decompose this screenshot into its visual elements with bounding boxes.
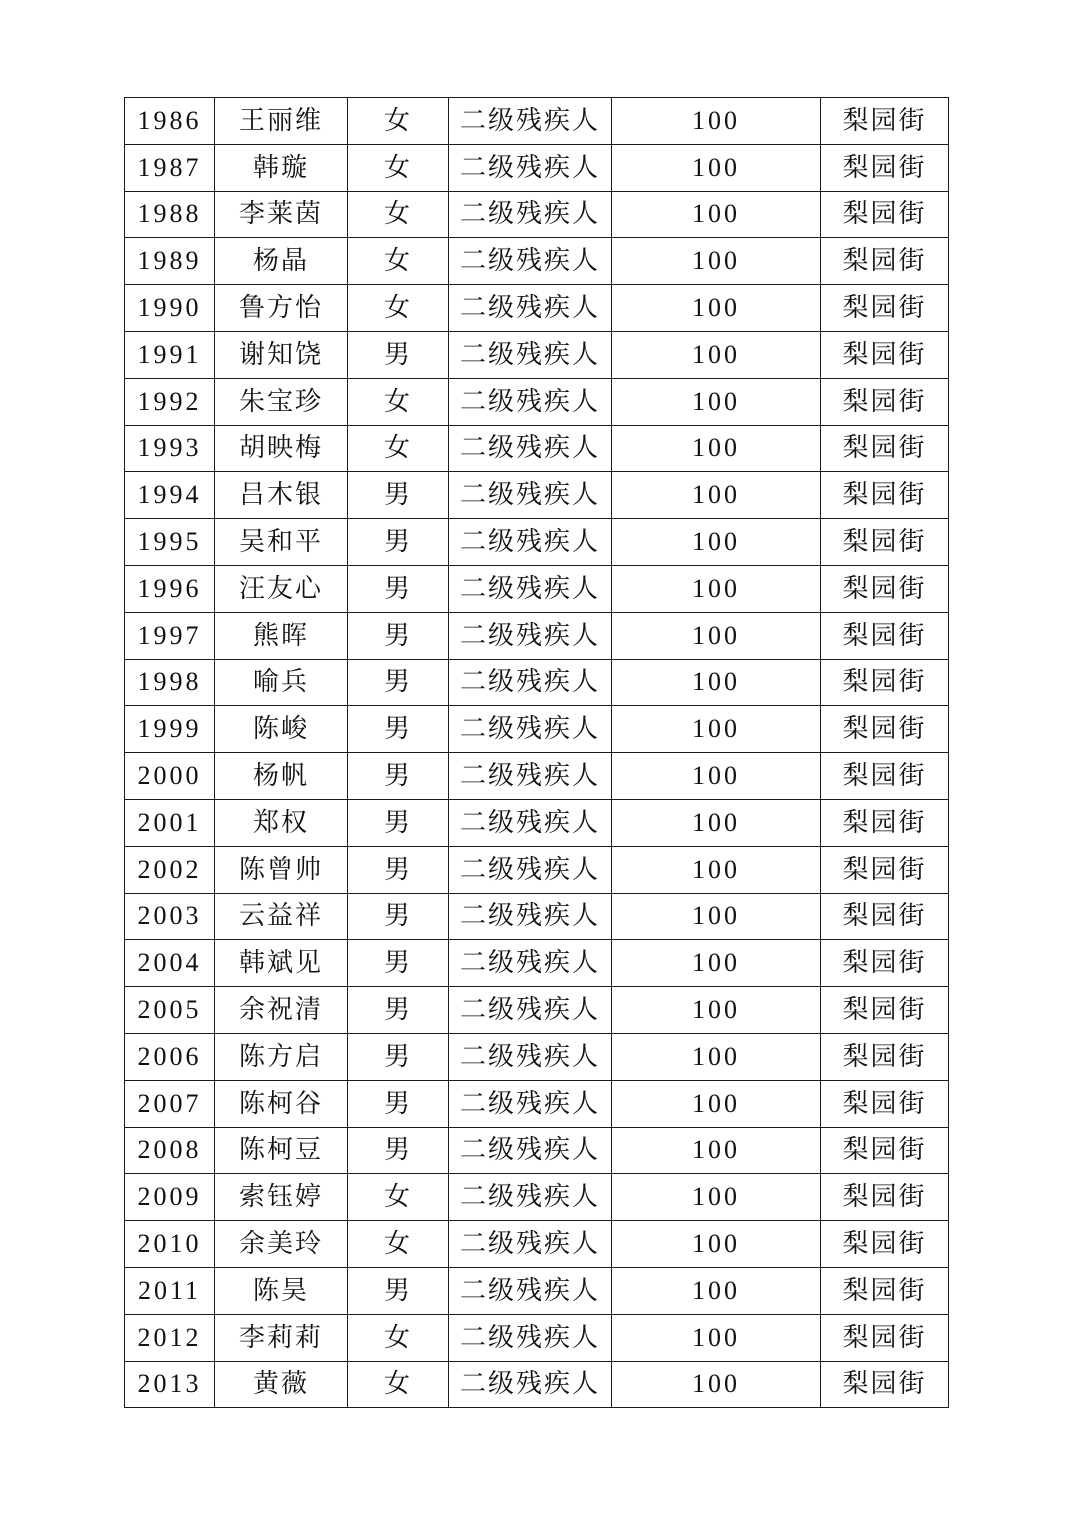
cell-serial-number: 1998 bbox=[125, 659, 215, 706]
cell-amount: 100 bbox=[612, 799, 821, 846]
cell-amount: 100 bbox=[612, 1314, 821, 1361]
table-row bbox=[125, 1174, 949, 1221]
cell-amount: 100 bbox=[612, 1221, 821, 1268]
cell-street: 梨园街 bbox=[821, 1361, 949, 1408]
cell-name: 索钰婷 bbox=[215, 1174, 348, 1221]
cell-gender: 女 bbox=[348, 1174, 449, 1221]
cell-name: 陈昊 bbox=[215, 1267, 348, 1314]
cell-gender: 男 bbox=[348, 846, 449, 893]
cell-gender: 女 bbox=[348, 144, 449, 191]
cell-street: 梨园街 bbox=[821, 425, 949, 472]
cell-disability-level: 二级残疾人 bbox=[449, 1080, 612, 1127]
cell-amount: 100 bbox=[612, 940, 821, 987]
cell-name: 陈曾帅 bbox=[215, 846, 348, 893]
cell-disability-level: 二级残疾人 bbox=[449, 987, 612, 1034]
cell-disability-level: 二级残疾人 bbox=[449, 472, 612, 519]
cell-amount: 100 bbox=[612, 1127, 821, 1174]
cell-disability-level: 二级残疾人 bbox=[449, 1361, 612, 1408]
table-row bbox=[125, 659, 949, 706]
cell-name: 陈柯豆 bbox=[215, 1127, 348, 1174]
cell-street: 梨园街 bbox=[821, 472, 949, 519]
cell-disability-level: 二级残疾人 bbox=[449, 799, 612, 846]
cell-gender: 男 bbox=[348, 519, 449, 566]
cell-name: 喻兵 bbox=[215, 659, 348, 706]
cell-name: 李莱茵 bbox=[215, 191, 348, 238]
table-row bbox=[125, 940, 949, 987]
cell-gender: 男 bbox=[348, 706, 449, 753]
cell-serial-number: 1986 bbox=[125, 98, 215, 145]
cell-disability-level: 二级残疾人 bbox=[449, 1267, 612, 1314]
table-row bbox=[125, 987, 949, 1034]
table-row bbox=[125, 1033, 949, 1080]
cell-street: 梨园街 bbox=[821, 893, 949, 940]
cell-disability-level: 二级残疾人 bbox=[449, 706, 612, 753]
cell-gender: 女 bbox=[348, 191, 449, 238]
cell-name: 杨晶 bbox=[215, 238, 348, 285]
cell-amount: 100 bbox=[612, 1361, 821, 1408]
cell-name: 王丽维 bbox=[215, 98, 348, 145]
cell-serial-number: 2011 bbox=[125, 1267, 215, 1314]
cell-street: 梨园街 bbox=[821, 144, 949, 191]
table-row bbox=[125, 753, 949, 800]
cell-amount: 100 bbox=[612, 238, 821, 285]
cell-street: 梨园街 bbox=[821, 1267, 949, 1314]
cell-amount: 100 bbox=[612, 144, 821, 191]
cell-serial-number: 1991 bbox=[125, 331, 215, 378]
cell-amount: 100 bbox=[612, 378, 821, 425]
table-row bbox=[125, 799, 949, 846]
cell-street: 梨园街 bbox=[821, 378, 949, 425]
cell-disability-level: 二级残疾人 bbox=[449, 846, 612, 893]
cell-amount: 100 bbox=[612, 98, 821, 145]
cell-gender: 女 bbox=[348, 238, 449, 285]
cell-disability-level: 二级残疾人 bbox=[449, 1314, 612, 1361]
subsidy-table bbox=[124, 97, 949, 1408]
cell-street: 梨园街 bbox=[821, 1174, 949, 1221]
cell-gender: 女 bbox=[348, 1221, 449, 1268]
cell-serial-number: 2010 bbox=[125, 1221, 215, 1268]
cell-gender: 男 bbox=[348, 799, 449, 846]
cell-disability-level: 二级残疾人 bbox=[449, 191, 612, 238]
cell-amount: 100 bbox=[612, 1033, 821, 1080]
cell-name: 陈峻 bbox=[215, 706, 348, 753]
cell-serial-number: 2007 bbox=[125, 1080, 215, 1127]
table-row bbox=[125, 425, 949, 472]
cell-serial-number: 1996 bbox=[125, 565, 215, 612]
cell-street: 梨园街 bbox=[821, 1221, 949, 1268]
cell-disability-level: 二级残疾人 bbox=[449, 612, 612, 659]
cell-disability-level: 二级残疾人 bbox=[449, 753, 612, 800]
table-row bbox=[125, 1361, 949, 1408]
cell-street: 梨园街 bbox=[821, 331, 949, 378]
cell-street: 梨园街 bbox=[821, 753, 949, 800]
cell-street: 梨园街 bbox=[821, 1127, 949, 1174]
table-row bbox=[125, 612, 949, 659]
cell-amount: 100 bbox=[612, 285, 821, 332]
cell-gender: 男 bbox=[348, 940, 449, 987]
cell-street: 梨园街 bbox=[821, 612, 949, 659]
cell-street: 梨园街 bbox=[821, 565, 949, 612]
cell-amount: 100 bbox=[612, 846, 821, 893]
cell-gender: 男 bbox=[348, 1127, 449, 1174]
cell-serial-number: 2006 bbox=[125, 1033, 215, 1080]
cell-amount: 100 bbox=[612, 519, 821, 566]
table-row bbox=[125, 1267, 949, 1314]
cell-serial-number: 2005 bbox=[125, 987, 215, 1034]
cell-gender: 男 bbox=[348, 472, 449, 519]
table-row bbox=[125, 565, 949, 612]
cell-gender: 男 bbox=[348, 331, 449, 378]
cell-name: 陈柯谷 bbox=[215, 1080, 348, 1127]
cell-street: 梨园街 bbox=[821, 285, 949, 332]
table-row bbox=[125, 519, 949, 566]
cell-gender: 男 bbox=[348, 893, 449, 940]
cell-name: 汪友心 bbox=[215, 565, 348, 612]
cell-disability-level: 二级残疾人 bbox=[449, 1033, 612, 1080]
table-row bbox=[125, 1221, 949, 1268]
cell-street: 梨园街 bbox=[821, 987, 949, 1034]
table-row bbox=[125, 706, 949, 753]
cell-disability-level: 二级残疾人 bbox=[449, 425, 612, 472]
cell-serial-number: 2008 bbox=[125, 1127, 215, 1174]
table-row bbox=[125, 331, 949, 378]
cell-name: 云益祥 bbox=[215, 893, 348, 940]
cell-name: 吕木银 bbox=[215, 472, 348, 519]
cell-gender: 女 bbox=[348, 285, 449, 332]
cell-name: 韩斌见 bbox=[215, 940, 348, 987]
table-row bbox=[125, 238, 949, 285]
table-row bbox=[125, 98, 949, 145]
table-row bbox=[125, 846, 949, 893]
cell-amount: 100 bbox=[612, 1080, 821, 1127]
cell-serial-number: 2004 bbox=[125, 940, 215, 987]
cell-name: 李莉莉 bbox=[215, 1314, 348, 1361]
cell-serial-number: 2012 bbox=[125, 1314, 215, 1361]
cell-amount: 100 bbox=[612, 1267, 821, 1314]
cell-gender: 男 bbox=[348, 753, 449, 800]
cell-serial-number: 1993 bbox=[125, 425, 215, 472]
cell-serial-number: 1989 bbox=[125, 238, 215, 285]
cell-disability-level: 二级残疾人 bbox=[449, 378, 612, 425]
cell-gender: 女 bbox=[348, 98, 449, 145]
cell-amount: 100 bbox=[612, 331, 821, 378]
cell-name: 胡映梅 bbox=[215, 425, 348, 472]
table-row bbox=[125, 144, 949, 191]
cell-name: 韩璇 bbox=[215, 144, 348, 191]
cell-name: 朱宝珍 bbox=[215, 378, 348, 425]
cell-serial-number: 2000 bbox=[125, 753, 215, 800]
cell-street: 梨园街 bbox=[821, 238, 949, 285]
cell-disability-level: 二级残疾人 bbox=[449, 238, 612, 285]
cell-serial-number: 1990 bbox=[125, 285, 215, 332]
cell-name: 陈方启 bbox=[215, 1033, 348, 1080]
table-row bbox=[125, 378, 949, 425]
cell-amount: 100 bbox=[612, 612, 821, 659]
cell-name: 郑权 bbox=[215, 799, 348, 846]
cell-street: 梨园街 bbox=[821, 1314, 949, 1361]
table-body bbox=[125, 98, 949, 1408]
cell-street: 梨园街 bbox=[821, 799, 949, 846]
cell-serial-number: 2002 bbox=[125, 846, 215, 893]
table-row bbox=[125, 1314, 949, 1361]
cell-street: 梨园街 bbox=[821, 846, 949, 893]
cell-name: 余美玲 bbox=[215, 1221, 348, 1268]
cell-name: 余祝清 bbox=[215, 987, 348, 1034]
cell-disability-level: 二级残疾人 bbox=[449, 893, 612, 940]
cell-serial-number: 1995 bbox=[125, 519, 215, 566]
cell-amount: 100 bbox=[612, 1174, 821, 1221]
cell-name: 杨帆 bbox=[215, 753, 348, 800]
cell-name: 鲁方怡 bbox=[215, 285, 348, 332]
cell-amount: 100 bbox=[612, 706, 821, 753]
cell-gender: 女 bbox=[348, 1361, 449, 1408]
cell-gender: 女 bbox=[348, 425, 449, 472]
cell-street: 梨园街 bbox=[821, 1033, 949, 1080]
cell-amount: 100 bbox=[612, 753, 821, 800]
cell-serial-number: 1997 bbox=[125, 612, 215, 659]
cell-disability-level: 二级残疾人 bbox=[449, 659, 612, 706]
cell-amount: 100 bbox=[612, 987, 821, 1034]
table-row bbox=[125, 472, 949, 519]
document-page bbox=[124, 97, 948, 1408]
cell-serial-number: 1994 bbox=[125, 472, 215, 519]
cell-disability-level: 二级残疾人 bbox=[449, 331, 612, 378]
cell-serial-number: 2003 bbox=[125, 893, 215, 940]
cell-disability-level: 二级残疾人 bbox=[449, 1221, 612, 1268]
table-row bbox=[125, 893, 949, 940]
cell-street: 梨园街 bbox=[821, 191, 949, 238]
cell-disability-level: 二级残疾人 bbox=[449, 1127, 612, 1174]
table-row bbox=[125, 1127, 949, 1174]
table-row bbox=[125, 191, 949, 238]
cell-amount: 100 bbox=[612, 893, 821, 940]
cell-street: 梨园街 bbox=[821, 98, 949, 145]
cell-serial-number: 1988 bbox=[125, 191, 215, 238]
cell-disability-level: 二级残疾人 bbox=[449, 98, 612, 145]
cell-street: 梨园街 bbox=[821, 940, 949, 987]
cell-gender: 男 bbox=[348, 987, 449, 1034]
cell-amount: 100 bbox=[612, 425, 821, 472]
cell-amount: 100 bbox=[612, 472, 821, 519]
cell-gender: 男 bbox=[348, 1033, 449, 1080]
cell-serial-number: 2013 bbox=[125, 1361, 215, 1408]
cell-serial-number: 1992 bbox=[125, 378, 215, 425]
cell-serial-number: 2009 bbox=[125, 1174, 215, 1221]
cell-name: 黄薇 bbox=[215, 1361, 348, 1408]
cell-street: 梨园街 bbox=[821, 659, 949, 706]
cell-street: 梨园街 bbox=[821, 706, 949, 753]
cell-gender: 女 bbox=[348, 378, 449, 425]
cell-gender: 女 bbox=[348, 1314, 449, 1361]
table-row bbox=[125, 1080, 949, 1127]
cell-disability-level: 二级残疾人 bbox=[449, 285, 612, 332]
cell-gender: 男 bbox=[348, 1267, 449, 1314]
cell-amount: 100 bbox=[612, 659, 821, 706]
cell-amount: 100 bbox=[612, 565, 821, 612]
cell-disability-level: 二级残疾人 bbox=[449, 565, 612, 612]
cell-street: 梨园街 bbox=[821, 519, 949, 566]
cell-name: 吴和平 bbox=[215, 519, 348, 566]
cell-gender: 男 bbox=[348, 565, 449, 612]
cell-disability-level: 二级残疾人 bbox=[449, 940, 612, 987]
cell-serial-number: 2001 bbox=[125, 799, 215, 846]
cell-disability-level: 二级残疾人 bbox=[449, 1174, 612, 1221]
cell-gender: 男 bbox=[348, 612, 449, 659]
cell-street: 梨园街 bbox=[821, 1080, 949, 1127]
cell-disability-level: 二级残疾人 bbox=[449, 519, 612, 566]
cell-disability-level: 二级残疾人 bbox=[449, 144, 612, 191]
cell-serial-number: 1999 bbox=[125, 706, 215, 753]
cell-serial-number: 1987 bbox=[125, 144, 215, 191]
cell-gender: 男 bbox=[348, 1080, 449, 1127]
cell-gender: 男 bbox=[348, 659, 449, 706]
cell-amount: 100 bbox=[612, 191, 821, 238]
cell-name: 谢知饶 bbox=[215, 331, 348, 378]
cell-name: 熊晖 bbox=[215, 612, 348, 659]
table-row bbox=[125, 285, 949, 332]
